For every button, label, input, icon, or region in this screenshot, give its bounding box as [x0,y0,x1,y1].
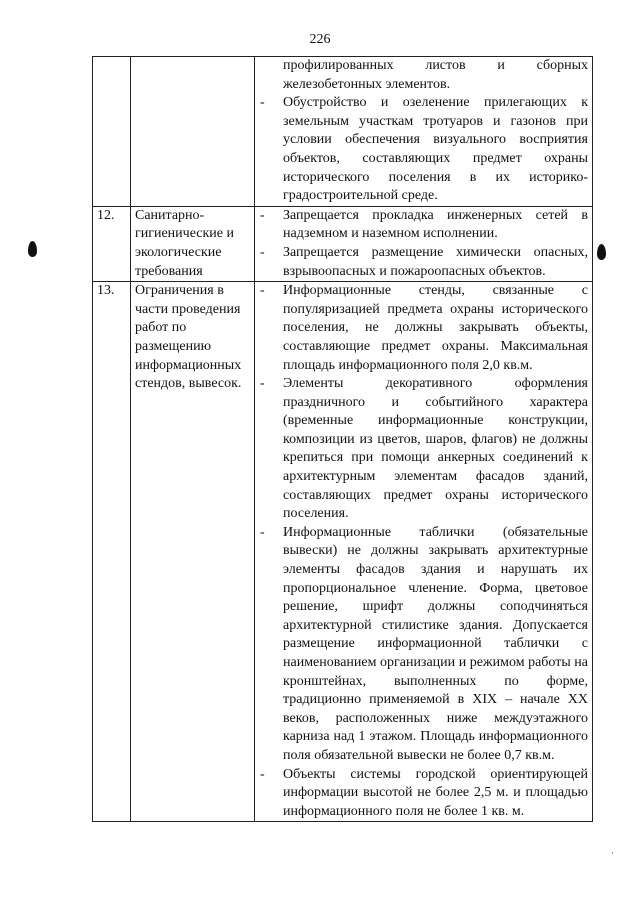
requirement-text: Элементы декоративного оформления праздничного и событийного характера (временные информационные конструкции, композиции из цветов, шаров, флагов) не должны крепиться при помощи анкерных соединений к архитектурным элементам фасадов зданий, составляющих предмет охраны исторического поселения. [283,376,588,522]
page-number: 226 [309,32,331,47]
row-number-cell: 12. [93,206,131,281]
dash-bullet: - [260,95,265,111]
requirement-item [259,57,588,94]
dash-bullet: - [260,766,265,782]
dash-bullet: - [260,376,265,392]
requirement-text: профилированных листов и сборных железобетонных элементов. [283,58,588,92]
requirement-text: Обустройство и озеленение прилегающих к земельным участкам тротуаров и газонов при условии обеспечения визуального восприятия объектов, составляющих предмет охраны исторического поселения в их историко-градостроительной среде. [283,95,588,204]
dash-bullet: - [260,524,265,540]
requirement-item [259,282,588,375]
requirement-text: Запрещается размещение химически опасных, взрывоопасных и пожароопасных объектов. [283,244,588,279]
table-row [93,206,593,281]
requirements-cell [255,57,593,207]
dash-bullet: - [260,283,265,299]
requirements-cell [255,282,593,822]
dash-bullet: - [260,207,265,223]
requirement-text: Информационные таблички (обязательные вывески) не должны закрывать архитектурные элементы фасадов здания и нарушать их пропорциональное членение. Форма, цветовое решение, шрифт должны соподчиняться архитектурной стилистике здания. Допускается размещение информационной таблички с наименованием организации и режимом работы на кронштейнах, выполненных по форме, традиционно применяемой в XIX – начале XX веков, расположенных ниже междуэтажного карниза над 1 этажом. Площадь информационного поля обязательной вывески не более 0,7 кв.м. [283,524,588,763]
row-number-cell [93,57,131,207]
requirement-item [259,244,588,281]
row-title-cell [131,57,255,207]
dash-bullet: - [260,244,265,260]
row-title-cell: Санитарно-гигиенические и экологические требования [131,206,255,281]
punch-hole-right-mark [597,244,606,260]
requirement-item [259,524,588,766]
requirement-text: Информационные стенды, связанные с популяризацией предмета охраны исторического поселения, не должны закрывать объекты, составляющие предмет охраны. Максимальная площадь информационного поля 2,0 кв.м. [283,283,588,373]
punch-hole-left-mark [28,241,37,257]
requirement-text: Объекты системы городской ориентирующей информации высотой не более 2,5 м. и площадью информационного поля не более 1 кв. м. [283,766,588,819]
row-title-cell: Ограничения в части проведения работ по размещению информационных стендов, вывесок. [131,282,255,822]
requirement-item [259,766,588,822]
scan-speck [612,852,613,854]
requirement-text: Запрещается прокладка инженерных сетей в надземном и наземном исполнении. [283,207,588,242]
table-row [93,282,593,822]
requirement-item [259,375,588,524]
regulations-table [92,56,593,822]
requirements-cell [255,206,593,281]
table-row [93,57,593,207]
row-number-cell: 13. [93,282,131,822]
requirement-item [259,94,588,206]
requirement-item [259,207,588,244]
